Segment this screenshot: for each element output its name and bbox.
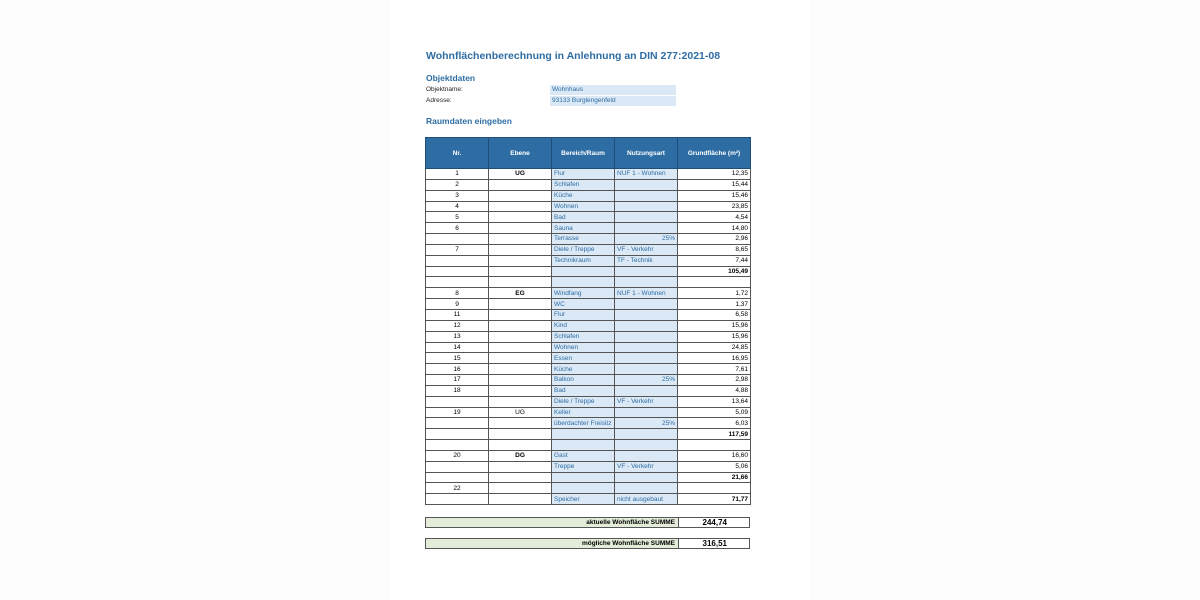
cell-nr — [426, 494, 489, 505]
cell-grundflaeche[interactable]: 6,58 — [678, 309, 751, 320]
cell-ebene — [489, 179, 552, 190]
cell-nr: 17 — [426, 375, 489, 386]
cell-ebene — [489, 190, 552, 201]
cell-raum[interactable]: Sauna — [552, 223, 615, 234]
cell-ebene — [489, 375, 552, 386]
cell-nr — [426, 472, 489, 483]
cell-nutzungsart[interactable]: VF - Verkehr — [615, 461, 678, 472]
cell-nutzungsart[interactable] — [615, 277, 678, 288]
cell-ebene — [489, 255, 552, 266]
cell-raum[interactable]: Technikraum — [552, 255, 615, 266]
cell-grundflaeche[interactable]: 7,44 — [678, 255, 751, 266]
cell-nutzungsart[interactable] — [615, 212, 678, 223]
header-ebene: Ebene — [489, 138, 552, 169]
cell-raum[interactable]: Kind — [552, 320, 615, 331]
cell-ebene — [489, 353, 552, 364]
objektname-label: Objektname: — [426, 86, 463, 93]
cell-ebene — [489, 299, 552, 310]
table-row — [426, 234, 751, 245]
table-row — [426, 375, 751, 386]
cell-nutzungsart[interactable] — [615, 450, 678, 461]
cell-grundflaeche[interactable]: 2,98 — [678, 375, 751, 386]
cell-grundflaeche[interactable] — [678, 277, 751, 288]
cell-raum[interactable]: Bad — [552, 212, 615, 223]
cell-grundflaeche[interactable]: 12,35 — [678, 169, 751, 180]
table-row — [426, 190, 751, 201]
cell-nutzungsart[interactable] — [615, 320, 678, 331]
adresse-field[interactable]: 93133 Burglengenfeld — [550, 96, 676, 106]
aktuelle-summe-bar — [425, 517, 750, 528]
cell-nutzungsart[interactable] — [615, 342, 678, 353]
cell-nutzungsart[interactable] — [615, 190, 678, 201]
cell-zwischensumme: 117,59 — [678, 429, 751, 440]
cell-nr: 3 — [426, 190, 489, 201]
cell-raum[interactable]: Flur — [552, 169, 615, 180]
cell-nutzungsart[interactable] — [615, 299, 678, 310]
aktuelle-summe-label: aktuelle Wohnfläche SUMME — [426, 518, 678, 527]
cell-nr — [426, 418, 489, 429]
cell-nutzungsart[interactable] — [615, 483, 678, 494]
cell-ebene: EG — [489, 288, 552, 299]
cell-raum[interactable]: Gast — [552, 450, 615, 461]
adresse-label: Adresse: — [426, 97, 452, 104]
cell-grundflaeche[interactable]: 5,09 — [678, 407, 751, 418]
cell-nutzungsart[interactable] — [615, 440, 678, 451]
cell-nr: 14 — [426, 342, 489, 353]
cell-nutzungsart[interactable]: nicht ausgebaut — [615, 494, 678, 505]
cell-grundflaeche[interactable]: 15,46 — [678, 190, 751, 201]
cell-grundflaeche[interactable]: 13,64 — [678, 396, 751, 407]
cell-nr: 5 — [426, 212, 489, 223]
cell-nutzungsart[interactable]: 25% — [615, 418, 678, 429]
table-row — [426, 277, 751, 288]
cell-raum[interactable]: Essen — [552, 353, 615, 364]
cell-nutzungsart[interactable] — [615, 223, 678, 234]
cell-nutzungsart[interactable]: TF - Technik — [615, 255, 678, 266]
cell-nutzungsart[interactable] — [615, 385, 678, 396]
cell-ebene: UG — [489, 407, 552, 418]
cell-ebene — [489, 342, 552, 353]
cell-nr: 12 — [426, 320, 489, 331]
cell-grundflaeche[interactable]: 2,96 — [678, 234, 751, 245]
cell-ebene — [489, 440, 552, 451]
cell-raum[interactable] — [552, 429, 615, 440]
table-row — [426, 255, 751, 266]
cell-nutzungsart[interactable]: NUF 1 - Wohnen — [615, 169, 678, 180]
cell-nr: 22 — [426, 483, 489, 494]
cell-nr: 8 — [426, 288, 489, 299]
cell-ebene — [489, 483, 552, 494]
cell-zwischensumme: 105,49 — [678, 266, 751, 277]
cell-ebene: DG — [489, 450, 552, 461]
cell-grundflaeche[interactable]: 15,96 — [678, 320, 751, 331]
cell-raum[interactable]: überdachter Freisitz — [552, 418, 615, 429]
cell-raum[interactable] — [552, 277, 615, 288]
cell-ebene — [489, 385, 552, 396]
table-row — [426, 396, 751, 407]
moegliche-summe-bar — [425, 538, 750, 549]
table-row — [426, 342, 751, 353]
table-row — [426, 244, 751, 255]
cell-ebene — [489, 429, 552, 440]
cell-ebene — [489, 234, 552, 245]
cell-raum[interactable]: Küche — [552, 190, 615, 201]
cell-ebene — [489, 396, 552, 407]
cell-nr: 1 — [426, 169, 489, 180]
cell-zwischensumme: 21,66 — [678, 472, 751, 483]
cell-nr: 2 — [426, 179, 489, 190]
header-nr: Nr. — [426, 138, 489, 169]
cell-nr — [426, 234, 489, 245]
header-bereich-raum: Bereich/Raum — [552, 138, 615, 169]
cell-grundflaeche[interactable]: 24,85 — [678, 342, 751, 353]
cell-nutzungsart[interactable] — [615, 331, 678, 342]
table-row — [426, 320, 751, 331]
table-row — [426, 179, 751, 190]
cell-ebene — [489, 212, 552, 223]
cell-ebene — [489, 277, 552, 288]
cell-grundflaeche[interactable]: 14,80 — [678, 223, 751, 234]
cell-ebene — [489, 472, 552, 483]
table-row — [426, 385, 751, 396]
cell-nr — [426, 255, 489, 266]
table-row — [426, 299, 751, 310]
cell-raum[interactable]: Küche — [552, 364, 615, 375]
table-row — [426, 407, 751, 418]
cell-nutzungsart[interactable] — [615, 364, 678, 375]
cell-grundflaeche[interactable]: 8,65 — [678, 244, 751, 255]
cell-raum[interactable]: Terrasse — [552, 234, 615, 245]
cell-nr: 13 — [426, 331, 489, 342]
cell-nutzungsart[interactable]: NUF 1 - Wohnen — [615, 288, 678, 299]
cell-raum[interactable]: Balkon — [552, 375, 615, 386]
table-header-row — [426, 138, 751, 169]
cell-raum[interactable] — [552, 483, 615, 494]
table-row — [426, 212, 751, 223]
cell-nr — [426, 429, 489, 440]
cell-grundflaeche[interactable]: 4,88 — [678, 385, 751, 396]
cell-ebene: UG — [489, 169, 552, 180]
cell-ebene — [489, 309, 552, 320]
cell-raum[interactable]: Wohnen — [552, 342, 615, 353]
cell-nr: 11 — [426, 309, 489, 320]
cell-raum[interactable]: Diele / Treppe — [552, 396, 615, 407]
cell-ebene — [489, 201, 552, 212]
cell-nutzungsart[interactable]: 25% — [615, 375, 678, 386]
cell-raum[interactable]: Bad — [552, 385, 615, 396]
cell-grundflaeche[interactable]: 15,96 — [678, 331, 751, 342]
table-row — [426, 288, 751, 299]
cell-nr — [426, 277, 489, 288]
cell-ebene — [489, 461, 552, 472]
cell-grundflaeche[interactable]: 23,85 — [678, 201, 751, 212]
cell-raum[interactable]: Wohnen — [552, 201, 615, 212]
cell-raum[interactable]: Windfang — [552, 288, 615, 299]
cell-grundflaeche[interactable]: 4,54 — [678, 212, 751, 223]
cell-ebene — [489, 244, 552, 255]
table-row — [426, 483, 751, 494]
subtotal-row — [426, 472, 751, 483]
cell-nr: 6 — [426, 223, 489, 234]
cell-grundflaeche[interactable]: 16,60 — [678, 450, 751, 461]
cell-grundflaeche[interactable]: 15,44 — [678, 179, 751, 190]
header-nutzungsart: Nutzungsart — [615, 138, 678, 169]
cell-raum[interactable] — [552, 472, 615, 483]
cell-nr: 15 — [426, 353, 489, 364]
cell-nutzungsart[interactable] — [615, 201, 678, 212]
table-row — [426, 331, 751, 342]
cell-ebene — [489, 418, 552, 429]
table-row — [426, 450, 751, 461]
table-row — [426, 461, 751, 472]
cell-ebene — [489, 364, 552, 375]
cell-nutzungsart[interactable] — [615, 179, 678, 190]
cell-grundflaeche[interactable]: 5,06 — [678, 461, 751, 472]
subtotal-row — [426, 266, 751, 277]
cell-nr: 20 — [426, 450, 489, 461]
cell-nutzungsart[interactable]: VF - Verkehr — [615, 244, 678, 255]
cell-ebene — [489, 494, 552, 505]
cell-raum[interactable]: Diele / Treppe — [552, 244, 615, 255]
table-row — [426, 201, 751, 212]
cell-grundflaeche[interactable]: 7,61 — [678, 364, 751, 375]
cell-ebene — [489, 223, 552, 234]
cell-nr: 7 — [426, 244, 489, 255]
cell-grundflaeche[interactable]: 16,95 — [678, 353, 751, 364]
cell-nr — [426, 266, 489, 277]
cell-raum[interactable] — [552, 266, 615, 277]
cell-grundflaeche[interactable]: 1,72 — [678, 288, 751, 299]
cell-nutzungsart[interactable] — [615, 309, 678, 320]
table-row — [426, 223, 751, 234]
table-row — [426, 309, 751, 320]
cell-nr: 16 — [426, 364, 489, 375]
aktuelle-summe-value: 244,74 — [678, 518, 749, 527]
cell-grundflaeche[interactable]: 6,03 — [678, 418, 751, 429]
cell-nr: 19 — [426, 407, 489, 418]
table-row — [426, 169, 751, 180]
cell-nr — [426, 396, 489, 407]
table-row — [426, 418, 751, 429]
cell-raum[interactable]: Flur — [552, 309, 615, 320]
objektname-field[interactable]: Wohnhaus — [550, 85, 676, 95]
cell-nutzungsart[interactable]: VF - Verkehr — [615, 396, 678, 407]
cell-raum[interactable]: Schlafen — [552, 331, 615, 342]
cell-nutzungsart[interactable] — [615, 266, 678, 277]
cell-nr: 18 — [426, 385, 489, 396]
cell-grundflaeche[interactable] — [678, 440, 751, 451]
cell-ebene — [489, 331, 552, 342]
objektdaten-heading: Objektdaten — [426, 73, 476, 83]
cell-raum[interactable]: Schlafen — [552, 179, 615, 190]
moegliche-summe-label: mögliche Wohnfläche SUMME — [426, 539, 678, 548]
cell-raum[interactable]: Keller — [552, 407, 615, 418]
cell-raum[interactable]: Treppe — [552, 461, 615, 472]
cell-nr — [426, 440, 489, 451]
cell-raum[interactable] — [552, 440, 615, 451]
cell-nutzungsart[interactable] — [615, 472, 678, 483]
raumdaten-heading: Raumdaten eingeben — [426, 116, 512, 126]
cell-nutzungsart[interactable]: 25% — [615, 234, 678, 245]
cell-ebene — [489, 320, 552, 331]
cell-ebene — [489, 266, 552, 277]
cell-raum[interactable]: Speicher — [552, 494, 615, 505]
subtotal-row — [426, 429, 751, 440]
cell-nutzungsart[interactable] — [615, 407, 678, 418]
cell-nutzungsart[interactable] — [615, 429, 678, 440]
cell-nr — [426, 461, 489, 472]
table-row — [426, 353, 751, 364]
document-title: Wohnflächenberechnung in Anlehnung an DIN 277:2021-08 — [426, 50, 721, 62]
cell-zwischensumme: 71,77 — [678, 494, 751, 505]
subtotal-row — [426, 494, 751, 505]
cell-nr: 4 — [426, 201, 489, 212]
cell-grundflaeche[interactable]: 1,37 — [678, 299, 751, 310]
raumdaten-table — [425, 137, 751, 505]
cell-raum[interactable]: WC — [552, 299, 615, 310]
cell-nr: 9 — [426, 299, 489, 310]
cell-grundflaeche[interactable] — [678, 483, 751, 494]
cell-nutzungsart[interactable] — [615, 353, 678, 364]
moegliche-summe-value: 316,51 — [678, 539, 749, 548]
table-row — [426, 364, 751, 375]
header-grundflaeche: Grundfläche (m²) — [678, 138, 751, 169]
table-row — [426, 440, 751, 451]
